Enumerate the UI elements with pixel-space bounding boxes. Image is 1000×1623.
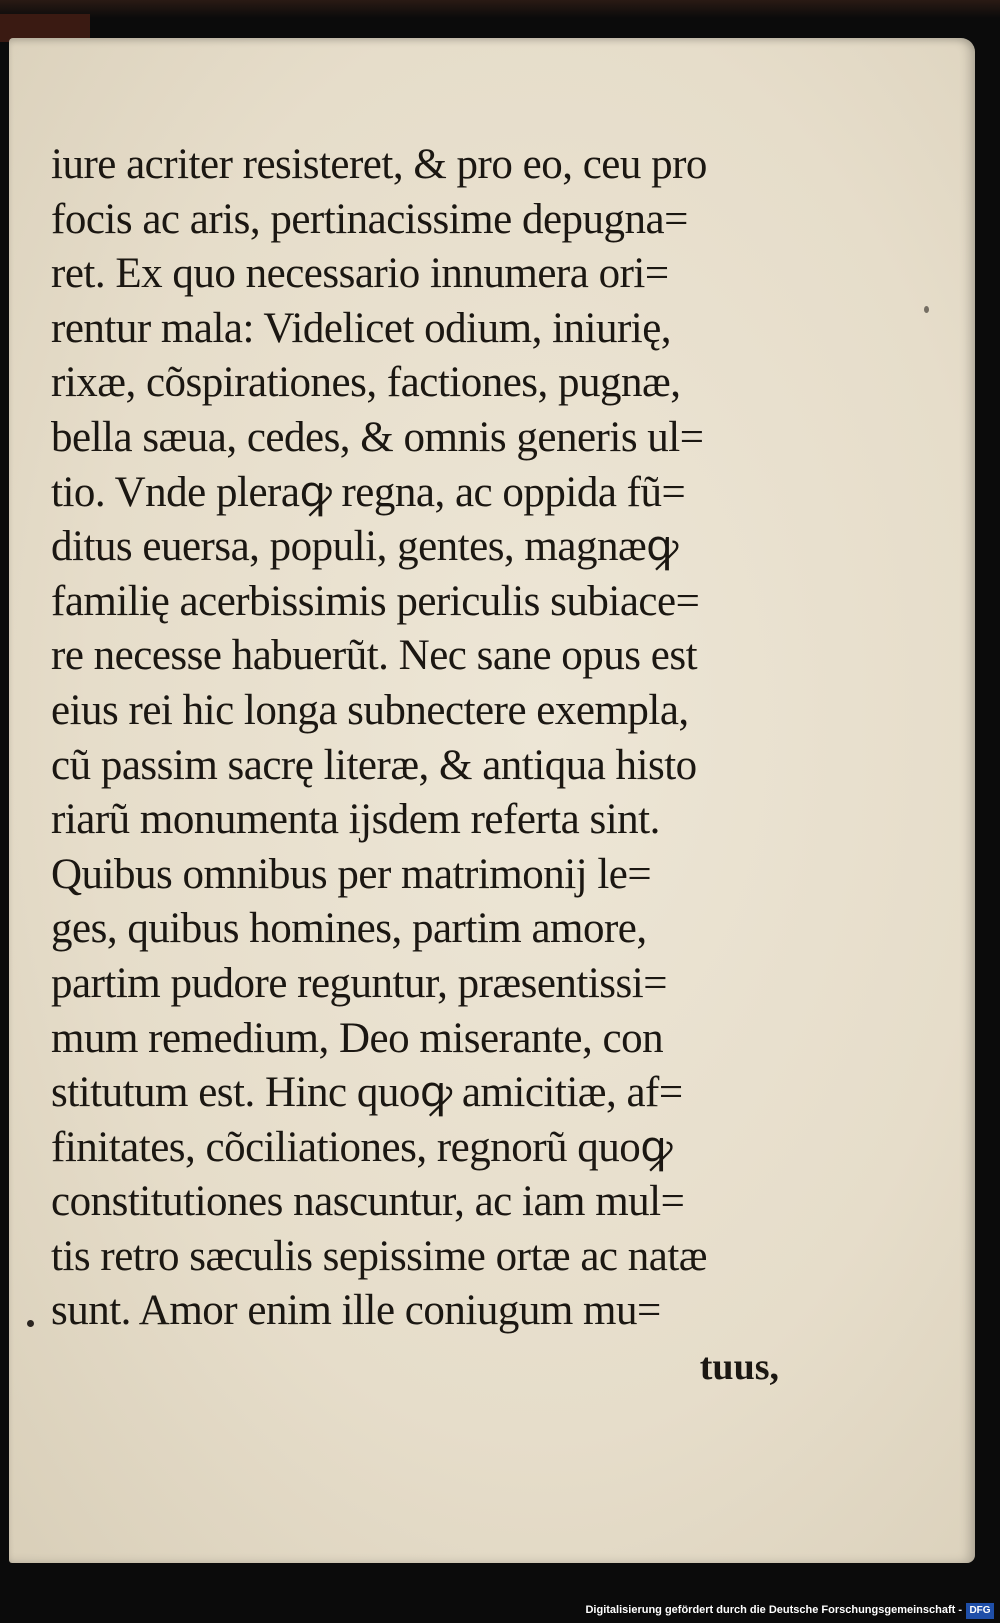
- text-line: riarũ monumenta ijsdem referta sint.: [51, 796, 660, 844]
- funding-credit: Digitalisierung gefördert durch die Deutsche Forschungsgemeinschaft -: [585, 1604, 962, 1616]
- text-line: Quibus omnibus per matrimonij le=: [51, 850, 652, 898]
- text-line: familię acerbissimis periculis subiace=: [51, 577, 700, 625]
- book-top-edge: [0, 0, 1000, 18]
- text-line: finitates, cõciliationes, regnorũ quoꝙ: [51, 1123, 673, 1171]
- text-line: focis ac aris, pertinacissime depugna=: [51, 195, 688, 243]
- text-line: re necesse habuerũt. Nec sane opus est: [51, 632, 698, 680]
- text-line: tis retro sæculis sepissime ortæ ac natæ: [51, 1232, 707, 1280]
- text-line: stitutum est. Hinc quoꝙ amicitiæ, af=: [51, 1069, 683, 1117]
- text-line: rentur mala: Videlicet odium, iniurię,: [51, 304, 672, 352]
- page-text-block: [51, 138, 791, 1389]
- catchword: tuus,: [699, 1346, 779, 1389]
- text-line: constitutiones nascuntur, ac iam mul=: [51, 1178, 685, 1226]
- text-line: iure acriter resisteret, & pro eo, ceu pro: [51, 141, 707, 188]
- dfg-logo: DFG: [966, 1603, 994, 1619]
- book-page: [9, 38, 975, 1563]
- text-line: ges, quibus homines, partim amore,: [51, 905, 647, 953]
- text-line: rixæ, cõspirationes, factiones, pugnæ,: [51, 359, 681, 407]
- text-line: eius rei hic longa subnectere exempla,: [51, 686, 689, 734]
- text-line: cũ passim sacrę literæ, & antiqua histo: [51, 741, 697, 789]
- text-line: bella sæua, cedes, & omnis generis ul=: [51, 413, 704, 461]
- ink-speck: [27, 1320, 34, 1327]
- text-line: ret. Ex quo necessario innumera ori=: [51, 250, 669, 298]
- ink-speck: [924, 306, 929, 313]
- text-line: sunt. Amor enim ille coniugum mu=: [51, 1287, 661, 1335]
- text-line: mum remedium, Deo miserante, con: [51, 1014, 664, 1062]
- text-line: partim pudore reguntur, præsentissi=: [51, 959, 667, 1007]
- text-line: ditus euersa, populi, gentes, magnæꝙ: [51, 523, 678, 571]
- footer-bar: [0, 1601, 1000, 1623]
- text-line: tio. Vnde pleraꝙ regna, ac oppida fũ=: [51, 468, 686, 516]
